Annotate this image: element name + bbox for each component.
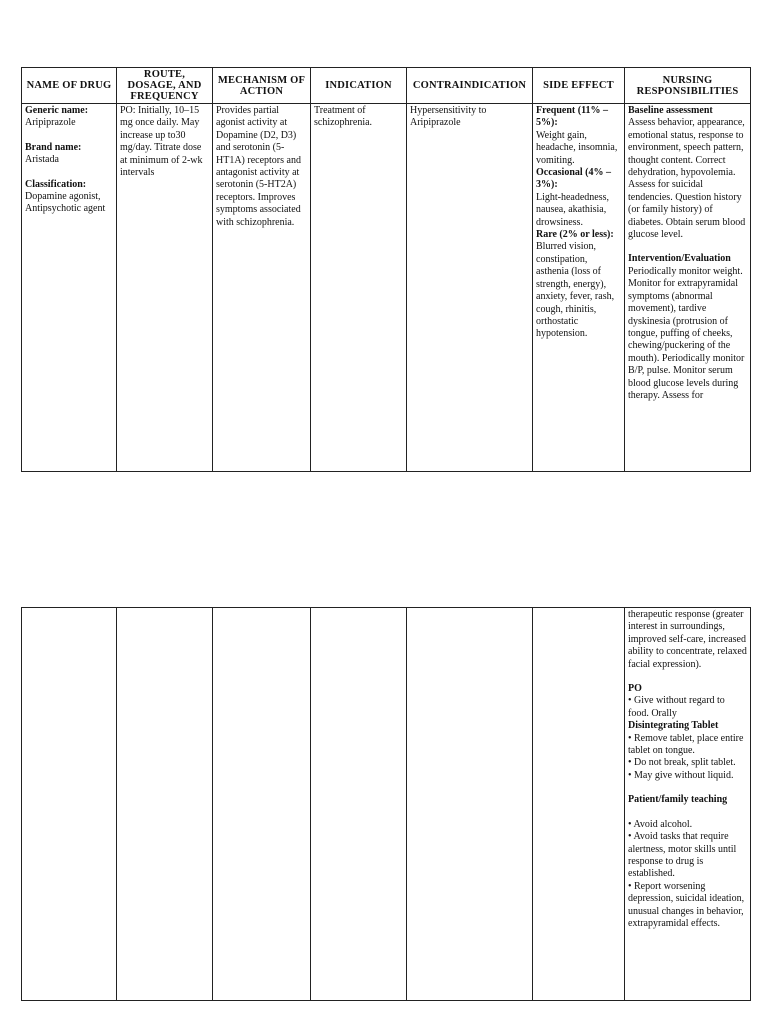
header-name: NAME OF DRUG bbox=[22, 68, 117, 104]
po-item: • Give without regard to food. Orally bbox=[628, 695, 725, 719]
occasional-label: Occasional (4% –3%): bbox=[536, 167, 611, 191]
baseline-text: Assess behavior, appearance, emotional status, response to environment, speech pattern, thought content. Correct dehydration, hypovolemia. Assess for suicidal tendencies. Question history (or family history) of diabetes. Obtain serum blood glucose level. bbox=[628, 117, 746, 241]
teaching-item: • Avoid tasks that require alertness, motor skills until response to drug is established. bbox=[628, 831, 737, 880]
cell-indication bbox=[311, 104, 407, 472]
cell-nursing-cont bbox=[625, 608, 751, 1001]
header-row bbox=[22, 68, 751, 104]
cell-mechanism bbox=[213, 104, 311, 472]
drug-study-table bbox=[21, 67, 751, 472]
cell-contraindication-cont bbox=[407, 608, 533, 1001]
header-contraindication: CONTRAINDICATION bbox=[407, 68, 533, 104]
header-indication: INDICATION bbox=[311, 68, 407, 104]
drug-study-table-continued bbox=[21, 607, 751, 1001]
cell-side-effect-cont bbox=[533, 608, 625, 1001]
brand-name: Aristada bbox=[25, 154, 59, 166]
rare-label: Rare (2% or less): bbox=[536, 229, 614, 241]
cell-route bbox=[117, 104, 213, 472]
po-label: PO bbox=[628, 683, 642, 695]
teaching-label: Patient/family teaching bbox=[628, 794, 728, 806]
route-text: PO: Initially, 10–15 mg once daily. May increase up to30 mg/day. Titrate dose at minimum of 2-wk intervals bbox=[120, 105, 203, 179]
odt-label: Disintegrating Tablet bbox=[628, 720, 719, 732]
frequent-label: Frequent (11% – 5%): bbox=[536, 105, 609, 129]
header-route: ROUTE, DOSAGE, AND FREQUENCY bbox=[117, 68, 213, 104]
cell-drug-name-cont bbox=[22, 608, 117, 1001]
intervention-text: Periodically monitor weight. Monitor for extrapyramidal symptoms (abnormal movement), tardive dyskinesia (protrusion of tongue, puffing of cheeks, chewing/puckering of the mouth). Periodically monitor B/P, pulse. Monitor serum blood glucose levels during therapy. Assess for bbox=[628, 265, 745, 401]
cell-indication-cont bbox=[311, 608, 407, 1001]
contraindication-text: Hypersensitivity to Aripiprazole bbox=[410, 105, 487, 129]
rare-text: Blurred vision, constipation, asthenia (loss of strength, energy), anxiety, fever, rash, cough, rhinitis, orthostatic hypotension. bbox=[536, 241, 615, 340]
header-side-effect: SIDE EFFECT bbox=[533, 68, 625, 104]
classification: Dopamine agonist, Antipsychotic agent bbox=[25, 191, 106, 215]
table-row bbox=[22, 608, 751, 1001]
header-nursing: NURSING RESPONSIBILITIES bbox=[625, 68, 751, 104]
baseline-label: Baseline assessment bbox=[628, 105, 713, 116]
intervention-continued: therapeutic response (greater interest in surroundings, improved self-care, increased ability to concentrate, relaxed facial expression). bbox=[628, 609, 747, 670]
classification-label: Classification: bbox=[25, 178, 87, 190]
frequent-text: Weight gain, headache, insomnia, vomiting. bbox=[536, 129, 618, 166]
cell-nursing bbox=[625, 104, 751, 472]
brand-label: Brand name: bbox=[25, 141, 82, 153]
teaching-item: • Report worsening depression, suicidal ideation, unusual changes in behavior, extrapyramidal effects. bbox=[628, 880, 745, 929]
generic-name: Aripiprazole bbox=[25, 117, 76, 129]
teaching-item: • Avoid alcohol. bbox=[628, 818, 693, 830]
cell-side-effect bbox=[533, 104, 625, 472]
generic-label: Generic name: bbox=[25, 105, 89, 116]
cell-contraindication bbox=[407, 104, 533, 472]
header-mechanism: MECHANISM OF ACTION bbox=[213, 68, 311, 104]
occasional-text: Light-headedness, nausea, akathisia, drowsiness. bbox=[536, 191, 610, 228]
table-row bbox=[22, 104, 751, 472]
odt-item: • Remove tablet, place entire tablet on tongue. bbox=[628, 732, 744, 757]
cell-drug-name bbox=[22, 104, 117, 472]
cell-route-cont bbox=[117, 608, 213, 1001]
intervention-label: Intervention/Evaluation bbox=[628, 253, 731, 265]
mechanism-text: Provides partial agonist activity at Dopamine (D2, D3) and serotonin (5-HT1A) receptors and antagonist activity at serotonin (5-HT2A) receptors. Improves symptoms associated with schizophrenia. bbox=[216, 105, 301, 228]
odt-item: • Do not break, split tablet. bbox=[628, 757, 736, 769]
cell-mechanism-cont bbox=[213, 608, 311, 1001]
indication-text: Treatment of schizophrenia. bbox=[314, 105, 373, 129]
odt-item: • May give without liquid. bbox=[628, 769, 734, 781]
